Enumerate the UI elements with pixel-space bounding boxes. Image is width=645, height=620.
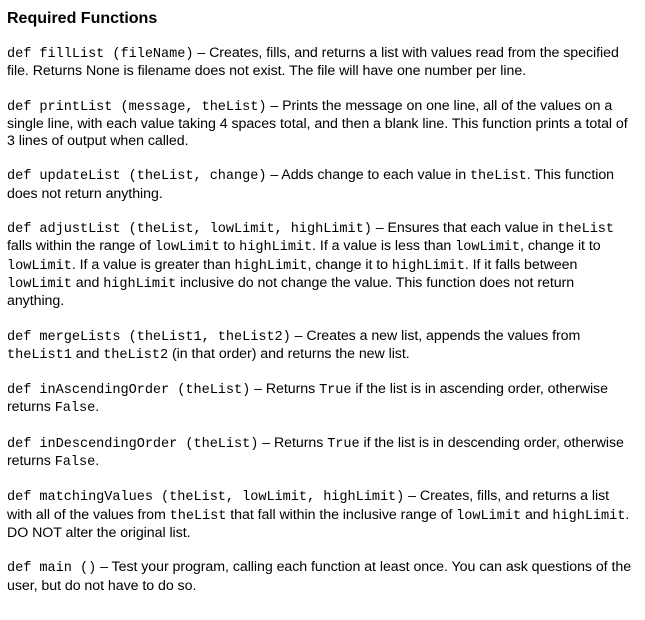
- inline-code: theList: [469, 169, 527, 185]
- description-text: if the list is in ascending order, otherwise returns: [7, 381, 608, 416]
- function-description: [7, 381, 633, 418]
- description-text: – Test your program, calling each function at least once. You can ask questions of the user, but do not have to do so.: [7, 559, 632, 594]
- description-text: . This function does not return anything.: [7, 167, 615, 202]
- function-description: [7, 167, 633, 203]
- description-text: – Creates, fills, and returns a list with values read from the specified file. Returns None is filename does not exist. The file will have one number per line.: [7, 45, 619, 80]
- function-signature: def mergeLists (theList1, theList2): [7, 329, 291, 345]
- inline-code: True: [319, 383, 352, 399]
- description-text: , change it to: [520, 238, 601, 255]
- description-text: and: [521, 506, 553, 523]
- inline-code: lowLimit: [7, 276, 72, 292]
- function-signature: def matchingValues (theList, lowLimit, highLimit): [7, 490, 405, 506]
- inline-code: False: [54, 401, 96, 417]
- inline-code: theList1: [7, 347, 72, 363]
- inline-code: highLimit: [234, 258, 308, 274]
- description-text: , change it to: [307, 256, 392, 273]
- inline-code: highLimit: [103, 276, 177, 292]
- description-text: to: [219, 238, 240, 255]
- inline-code: highLimit: [552, 508, 626, 524]
- description-text: and: [71, 345, 104, 362]
- section-heading: Required Functions: [7, 10, 158, 27]
- document-page: [7, 10, 633, 612]
- description-text: . If it falls between: [464, 256, 578, 273]
- inline-code: highLimit: [239, 240, 313, 256]
- inline-code: lowLimit: [455, 240, 521, 256]
- inline-code: lowLimit: [7, 258, 72, 274]
- description-text: inclusive do not change the value. This function does not return anything.: [7, 274, 575, 310]
- inline-code: False: [54, 455, 96, 471]
- description-text: – Creates a new list, appends the values from: [290, 327, 581, 344]
- function-description: [7, 45, 633, 81]
- inline-code: lowLimit: [154, 240, 220, 256]
- description-text: falls within the range of: [7, 238, 155, 255]
- description-text: . DO NOT alter the original list.: [7, 506, 630, 541]
- function-signature: def fillList (fileName): [7, 47, 194, 62]
- function-signature: def main (): [7, 561, 97, 577]
- description-text: . If a value is greater than: [71, 256, 235, 273]
- function-description: [7, 435, 633, 472]
- function-description: [7, 488, 633, 542]
- description-text: if the list is in descending order, otherwise returns: [7, 434, 624, 470]
- description-text: and: [71, 274, 104, 291]
- description-text: – Creates, fills, and returns a list with all of the values from: [7, 488, 610, 523]
- inline-code: theList2: [103, 347, 169, 363]
- inline-code: theList: [169, 508, 227, 524]
- description-text: .: [95, 399, 100, 416]
- function-description: [7, 98, 633, 151]
- description-text: – Ensures that each value in: [371, 220, 558, 237]
- function-description: [7, 328, 633, 365]
- description-text: that fall within the inclusive range of: [226, 506, 457, 523]
- function-description: [7, 220, 633, 310]
- inline-code: True: [327, 436, 360, 452]
- function-signature: def inAscendingOrder (theList): [7, 383, 251, 399]
- description-text: .: [95, 453, 100, 470]
- description-text: – Prints the message on one line, all of the values on a single line, with each value taking 4 spaces total, and then a blank line. This function prints a total of 3 lines of output when called.: [7, 97, 628, 150]
- function-signature: def updateList (theList, change): [7, 169, 267, 185]
- inline-code: lowLimit: [456, 508, 522, 524]
- description-text: . If a value is less than: [312, 238, 456, 255]
- function-signature: def adjustList (theList, lowLimit, highLimit): [7, 222, 372, 238]
- description-text: – Adds change to each value in: [266, 167, 470, 184]
- description-text: – Returns: [250, 381, 320, 398]
- inline-code: highLimit: [391, 258, 465, 274]
- description-text: – Returns: [258, 434, 328, 451]
- function-signature: def printList (message, theList): [7, 99, 267, 115]
- function-list: [7, 45, 633, 595]
- inline-code: theList: [557, 222, 615, 238]
- description-text: (in that order) and returns the new list.: [168, 345, 410, 362]
- function-signature: def inDescendingOrder (theList): [7, 436, 259, 452]
- function-description: [7, 559, 633, 595]
